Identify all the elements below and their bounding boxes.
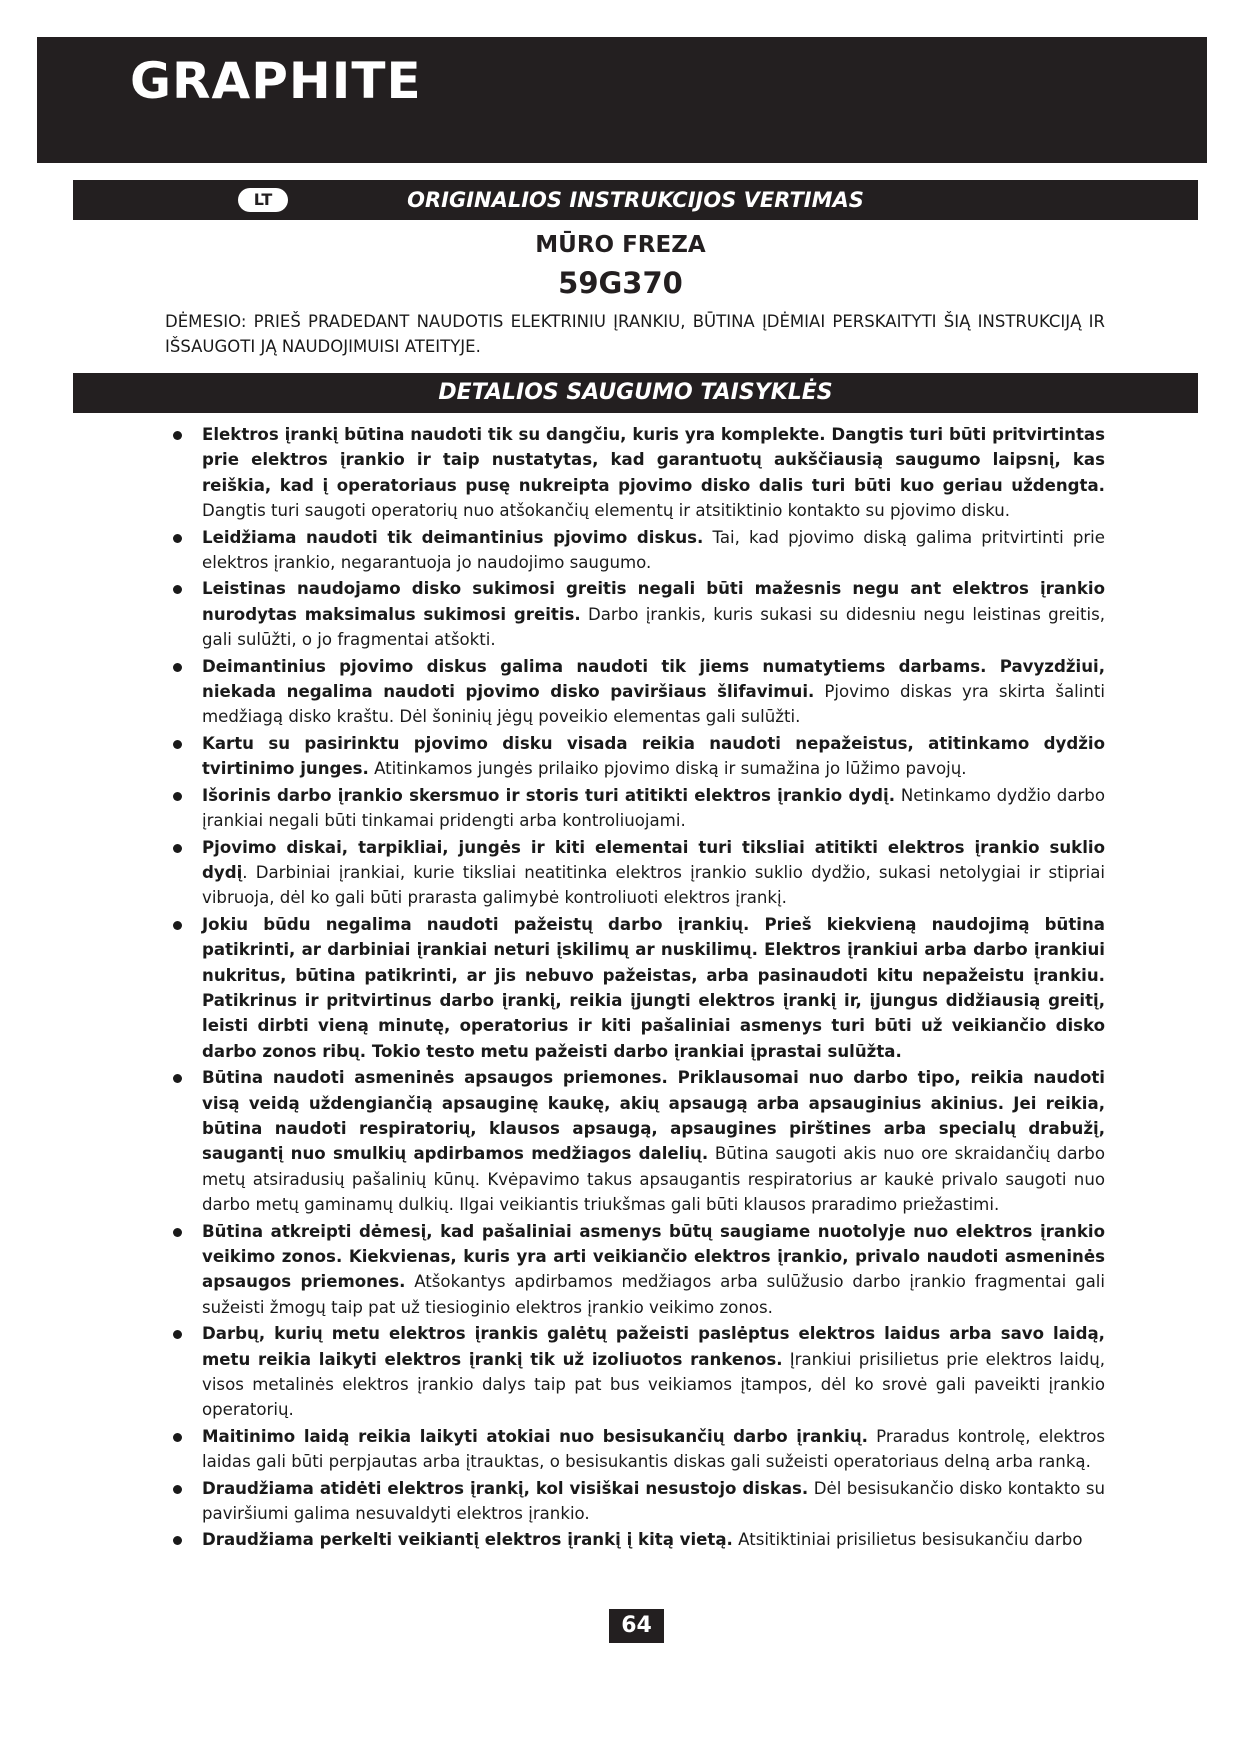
bullet-icon: [173, 1485, 182, 1494]
list-item: Leistinas naudojamo disko sukimosi greitis negali būti mažesnis negu ant elektros įrankio nurodytas maksimalus sukimosi greitis. Darbo įrankis, kuris sukasi su didesniu negu leistinas greitis, gali sulūžti, o jo fragmentai atšokti.: [165, 576, 1105, 652]
list-item: Būtina naudoti asmeninės apsaugos priemones. Priklausomai nuo darbo tipo, reikia naudoti visą veidą uždengiančią apsauginę kaukę, akių apsaugą arba apsauginius akinius. Jei reikia, būtina naudoti respiratorių, klausos apsaugą, apsaugines pirštines arba specialų drabužį, saugantį nuo smulkių apdirbamos medžiagos dalelių. Būtina saugoti akis nuo ore skraidančių darbo metų atsiradusių pašalinių kūnų. Kvėpavimo takus apsaugantis respiratorius ar kaukė privalo saugoti nuo darbo metų gaminamų dulkių. Ilgai veikiantis triukšmas gali būti klausos praradimo priežastimi.: [165, 1065, 1105, 1217]
list-item: Kartu su pasirinktu pjovimo disku visada reikia naudoti nepažeistus, atitinkamo dydžio tvirtinimo junges. Atitinkamos jungės prilaiko pjovimo diską ir sumažina jo lūžimo pavojų.: [165, 731, 1105, 782]
list-item: Draudžiama perkelti veikiantį elektros įrankį į kitą vietą. Atsitiktiniai prisilietus besisukančiu darbo: [165, 1527, 1105, 1552]
page-number: 64: [609, 1609, 664, 1643]
section-title: ORIGINALIOS INSTRUKCIJOS VERTIMAS: [407, 188, 864, 212]
bullet-icon: [173, 1074, 182, 1083]
bullet-icon: [173, 792, 182, 801]
bullet-icon: [173, 1433, 182, 1442]
safety-title: DETALIOS SAUGUMO TAISYKLĖS: [438, 380, 833, 405]
list-item: Jokiu būdu negalima naudoti pažeistų darbo įrankių. Prieš kiekvieną naudojimą būtina patikrinti, ar darbiniai įrankiai neturi įskilimų ar nuskilimų. Elektros įrankiui arba darbo įrankiui nukritus, būtina patikrinti, ar jis nebuvo pažeistas, arba pasinaudoti kitu nepažeistu įrankiu. Patikrinus ir pritvirtinus darbo įrankį, reikia įjungti elektros įrankį ir, įjungus didžiausią greitį, leisti dirbti vieną minutę, operatorius ir kiti pašaliniai asmenys turi būti už veikiančio disko darbo zonos ribų. Tokio testo metu pažeisti darbo įrankiai įprastai sulūžta.: [165, 912, 1105, 1064]
warning-text: DĖMESIO: PRIEŠ PRADEDANT NAUDOTIS ELEKTRINIU ĮRANKIU, BŪTINA ĮDĖMIAI PERSKAITYTI ŠIĄ INSTRUKCIJĄ IR IŠSAUGOTI JĄ NAUDOJIMUISI ATEITYJE.: [165, 312, 1105, 356]
bullet-icon: [173, 844, 182, 853]
list-item: Deimantinius pjovimo diskus galima naudoti tik jiems numatytiems darbams. Pavyzdžiui, niekada negalima naudoti pjovimo disko paviršiaus šlifavimui. Pjovimo diskas yra skirta šalinti medžiagą disko kraštu. Dėl šoninių jėgų poveikio elementas gali sulūžti.: [165, 654, 1105, 730]
list-item: Leidžiama naudoti tik deimantinius pjovimo diskus. Tai, kad pjovimo diską galima pritvirtinti prie elektros įrankio, negarantuoja jo naudojimo saugumo.: [165, 525, 1105, 576]
list-item: Draudžiama atidėti elektros įrankį, kol visiškai nesustojo diskas. Dėl besisukančio disko kontakto su paviršiumi galima nesuvaldyti elektros įrankio.: [165, 1476, 1105, 1527]
safety-rules-list: [165, 422, 1105, 1554]
bullet-icon: [173, 431, 182, 440]
product-name: MŪRO FREZA: [535, 232, 706, 258]
section-title-bar: [73, 180, 1198, 220]
list-item: Išorinis darbo įrankio skersmuo ir storis turi atitikti elektros įrankio dydį. Netinkamo dydžio darbo įrankiai negali būti tinkamai pridengti arba kontroliuojami.: [165, 783, 1105, 834]
bullet-icon: [173, 534, 182, 543]
safety-title-bar: [73, 373, 1198, 413]
bullet-icon: [173, 663, 182, 672]
list-item: Darbų, kurių metu elektros įrankis galėtų pažeisti paslėptus elektros laidus arba savo laidą, metu reikia laikyti elektros įrankį tik už izoliuotos rankenos. Įrankiui prisilietus prie elektros laidų, visos metalinės elektros įrankio dalys taip pat bus veikiamos įtampos, dėl ko srovė gali paveikti įrankio operatorių.: [165, 1321, 1105, 1423]
bullet-icon: [173, 740, 182, 749]
list-item: Pjovimo diskai, tarpikliai, jungės ir kiti elementai turi tiksliai atitikti elektros įrankio suklio dydį. Darbiniai įrankiai, kurie tiksliai neatitinka elektros įrankio suklio dydžio, sukasi netolygiai ir stipriai vibruoja, dėl ko gali būti prarasta galimybė kontroliuoti elektros įrankį.: [165, 835, 1105, 911]
brand-logo: GRAPHITE: [130, 52, 422, 110]
product-code: 59G370: [558, 266, 683, 300]
bullet-icon: [173, 585, 182, 594]
bullet-icon: [173, 1228, 182, 1237]
bullet-icon: [173, 1536, 182, 1545]
language-badge: LT: [238, 188, 288, 212]
list-item: Maitinimo laidą reikia laikyti atokiai nuo besisukančių darbo įrankių. Praradus kontrolę, elektros laidas gali būti perpjautas arba įtrauktas, o besisukantis diskas gali sužeisti operatoriaus delną arba ranką.: [165, 1424, 1105, 1475]
bullet-icon: [173, 1330, 182, 1339]
bullet-icon: [173, 921, 182, 930]
list-item: Elektros įrankį būtina naudoti tik su dangčiu, kuris yra komplekte. Dangtis turi būti pritvirtintas prie elektros įrankio ir taip nustatytas, kad garantuotų aukščiausią saugumo laipsnį, kas reiškia, kad į operatoriaus pusę nukreipta pjovimo disko dalis turi būti kuo geriau uždengta. Dangtis turi saugoti operatorių nuo atšokančių elementų ir atsitiktinio kontakto su pjovimo disku.: [165, 422, 1105, 524]
list-item: Būtina atkreipti dėmesį, kad pašaliniai asmenys būtų saugiame nuotolyje nuo elektros įrankio veikimo zonos. Kiekvienas, kuris yra arti veikiančio elektros įrankio, privalo naudoti asmeninės apsaugos priemones. Atšokantys apdirbamos medžiagos arba sulūžusio darbo įrankio fragmentai gali sužeisti žmogų taip pat už tiesioginio elektros įrankio veikimo zonos.: [165, 1219, 1105, 1321]
